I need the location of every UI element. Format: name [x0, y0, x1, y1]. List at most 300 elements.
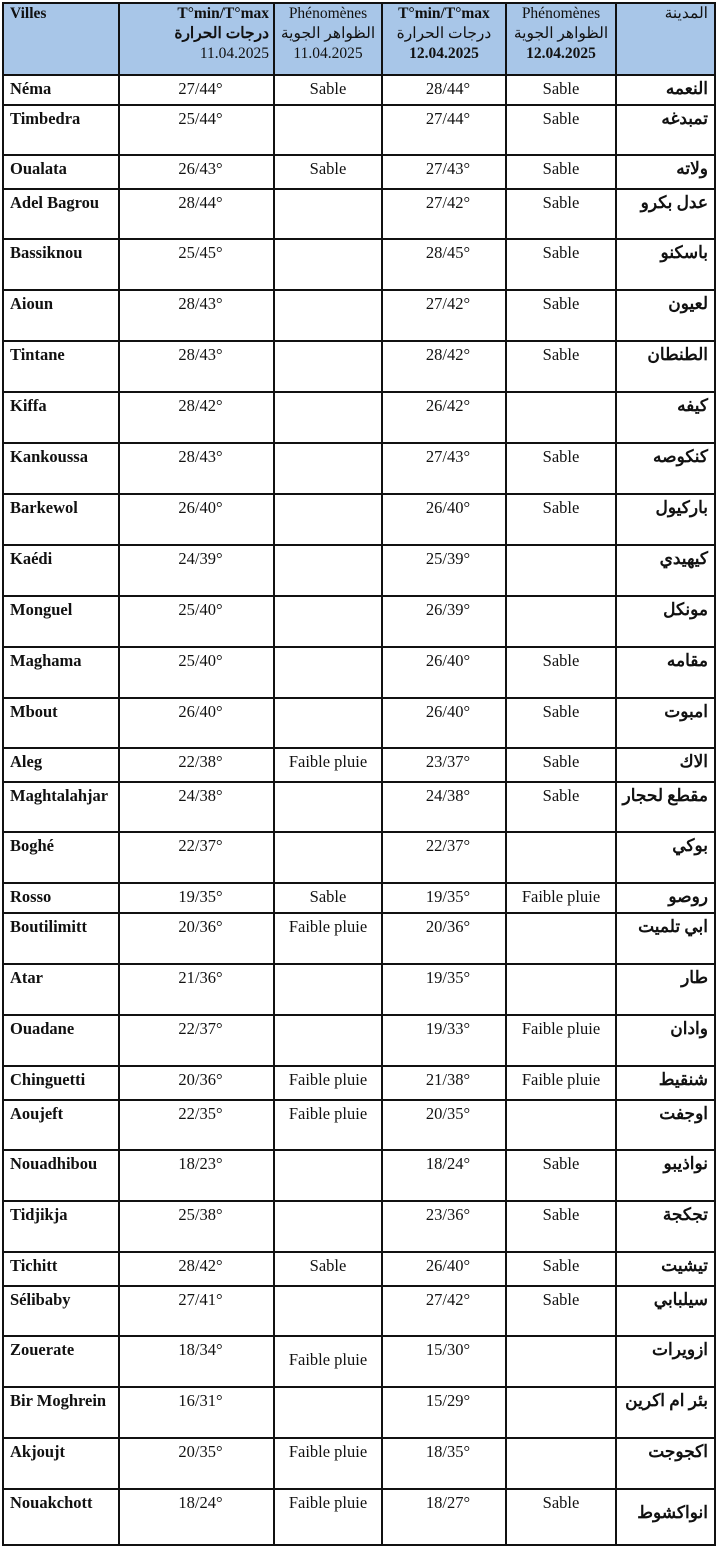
city-name-ar: وادان	[670, 1019, 708, 1038]
table-row	[3, 1150, 715, 1201]
phen-day1: Faible pluie	[288, 1070, 368, 1089]
city-name-ar-cell	[616, 964, 715, 1015]
temp-day2-cell	[382, 155, 506, 189]
header-phen-day1	[274, 3, 382, 75]
city-name: Nouadhibou	[10, 1154, 98, 1173]
phen-day2: Sable	[542, 786, 580, 805]
city-name-cell	[3, 1015, 119, 1066]
table-row	[3, 1438, 715, 1489]
city-name: Aioun	[10, 294, 54, 313]
temp-day1: 18/34°	[178, 1340, 223, 1359]
header-phen-day2	[506, 3, 616, 75]
city-name-ar: انواكشوط	[637, 1503, 708, 1522]
city-name-cell	[3, 105, 119, 155]
city-name-cell	[3, 748, 119, 782]
city-name-cell	[3, 239, 119, 290]
header-date1: 11.04.2025	[293, 45, 363, 62]
city-name-cell	[3, 913, 119, 964]
temp-day1: 20/35°	[178, 1442, 223, 1461]
city-name-cell	[3, 1201, 119, 1252]
temp-day1: 28/43°	[178, 345, 223, 364]
temp-day2: 27/42°	[425, 294, 471, 313]
phen-day1-cell	[274, 913, 382, 964]
city-name-ar-cell	[616, 239, 715, 290]
phen-day1-cell	[274, 782, 382, 832]
city-name-ar-cell	[616, 290, 715, 341]
city-name-cell	[3, 1150, 119, 1201]
city-name-ar: كيفه	[677, 396, 708, 415]
phen-day2: Sable	[542, 109, 580, 128]
city-name-ar-cell	[616, 189, 715, 239]
city-name: Maghtalahjar	[10, 786, 109, 805]
city-name-ar: ولاته	[676, 159, 708, 178]
temp-day1: 28/43°	[178, 294, 223, 313]
temp-day1-cell	[119, 1387, 274, 1438]
phen-day2: Sable	[542, 651, 580, 670]
temp-day1-cell	[119, 392, 274, 443]
table-row	[3, 1336, 715, 1387]
city-name-cell	[3, 782, 119, 832]
phen-day2-cell	[506, 1066, 616, 1100]
table-row	[3, 1201, 715, 1252]
city-name-ar-cell	[616, 1066, 715, 1100]
phen-day2-cell	[506, 913, 616, 964]
temp-day2-cell	[382, 782, 506, 832]
phen-day2: Sable	[542, 702, 580, 721]
phen-day2-cell	[506, 1150, 616, 1201]
temp-day2: 25/39°	[425, 549, 471, 568]
header-phen: Phénomènes	[521, 5, 601, 22]
temp-day1-cell	[119, 75, 274, 105]
phen-day1-cell	[274, 647, 382, 698]
temp-day1: 27/44°	[178, 79, 223, 98]
phen-day2: Sable	[542, 1154, 580, 1173]
phen-day1: Sable	[309, 1256, 347, 1275]
temp-day2-cell	[382, 1336, 506, 1387]
city-name-ar-cell	[616, 341, 715, 392]
phen-day2: Sable	[542, 159, 580, 178]
table-row	[3, 105, 715, 155]
phen-day1: Sable	[309, 79, 347, 98]
table-row	[3, 1489, 715, 1545]
city-name-ar: اوجفت	[659, 1104, 708, 1123]
city-name-cell	[3, 1252, 119, 1286]
temp-day2-cell	[382, 189, 506, 239]
table-row	[3, 782, 715, 832]
city-name: Aleg	[10, 752, 43, 771]
phen-day2: Sable	[542, 447, 580, 466]
phen-day2-cell	[506, 494, 616, 545]
temp-day2-cell	[382, 1015, 506, 1066]
temp-day1-cell	[119, 1066, 274, 1100]
temp-day2: 26/40°	[425, 651, 471, 670]
temp-day1: 18/23°	[178, 1154, 223, 1173]
phen-day1-cell	[274, 1489, 382, 1545]
temp-day1: 20/36°	[178, 917, 223, 936]
city-name-cell	[3, 964, 119, 1015]
table-row	[3, 596, 715, 647]
city-name-ar: شنقيط	[658, 1070, 708, 1089]
temp-day1-cell	[119, 883, 274, 913]
city-name-ar-cell	[616, 748, 715, 782]
temp-day1-cell	[119, 832, 274, 883]
city-name-ar-cell	[616, 1201, 715, 1252]
temp-day1-cell	[119, 1150, 274, 1201]
table-row	[3, 239, 715, 290]
temp-day1: 26/43°	[178, 159, 223, 178]
city-name-ar: تجكجة	[662, 1205, 708, 1224]
city-name-cell	[3, 1387, 119, 1438]
phen-day1-cell	[274, 1100, 382, 1150]
city-name-ar: كيهيدي	[659, 549, 708, 568]
city-name: Kiffa	[10, 396, 47, 415]
phen-day2-cell	[506, 1015, 616, 1066]
city-name-cell	[3, 189, 119, 239]
header-tmin-tmax: T°min/T°max	[398, 5, 490, 22]
city-name-ar-cell	[616, 596, 715, 647]
temp-day2: 20/35°	[425, 1104, 471, 1123]
header-tmin-tmax: T°min/T°max	[177, 5, 269, 22]
temp-day1-cell	[119, 698, 274, 748]
city-name: Chinguetti	[10, 1070, 86, 1089]
forecast-table-container	[2, 2, 718, 1546]
phen-day1-cell	[274, 1286, 382, 1336]
header-date2: 12.04.2025	[526, 45, 596, 62]
temp-day1-cell	[119, 964, 274, 1015]
header-phen-ar: الظواهر الجوية	[513, 25, 609, 42]
table-row	[3, 698, 715, 748]
city-name: Tichitt	[10, 1256, 58, 1275]
city-name-ar: ابي تلميت	[638, 917, 708, 936]
temp-day1-cell	[119, 1336, 274, 1387]
city-name-cell	[3, 341, 119, 392]
city-name: Néma	[10, 79, 52, 98]
temp-day2: 18/35°	[425, 1442, 471, 1461]
temp-day2: 26/40°	[425, 1256, 471, 1275]
temp-day2: 28/45°	[425, 243, 471, 262]
temp-day2-cell	[382, 1438, 506, 1489]
phen-day1: Faible pluie	[288, 752, 368, 771]
temp-day1-cell	[119, 290, 274, 341]
temp-day2: 18/24°	[425, 1154, 471, 1173]
phen-day2-cell	[506, 782, 616, 832]
phen-day1-cell	[274, 883, 382, 913]
phen-day1-cell	[274, 443, 382, 494]
table-row	[3, 647, 715, 698]
header-villes: Villes	[3, 3, 119, 75]
phen-day1-cell	[274, 1201, 382, 1252]
city-name-ar: باسكنو	[660, 243, 708, 262]
city-name: Tintane	[10, 345, 65, 364]
temp-day2-cell	[382, 341, 506, 392]
city-name-ar-cell	[616, 1286, 715, 1336]
temp-day1-cell	[119, 494, 274, 545]
city-name-cell	[3, 596, 119, 647]
city-name-ar-cell	[616, 545, 715, 596]
phen-day2-cell	[506, 290, 616, 341]
temp-day2: 19/35°	[425, 887, 471, 906]
temp-day2: 23/36°	[425, 1205, 471, 1224]
temp-day2-cell	[382, 105, 506, 155]
phen-day1-cell	[274, 75, 382, 105]
header-row	[3, 3, 715, 75]
header-temp-day1	[119, 3, 274, 75]
temp-day1-cell	[119, 545, 274, 596]
temp-day2-cell	[382, 392, 506, 443]
header-temp-day2	[382, 3, 506, 75]
temp-day1: 19/35°	[178, 887, 223, 906]
phen-day2: Sable	[542, 1256, 580, 1275]
temp-day2: 19/35°	[425, 968, 471, 987]
city-name-ar: تمبدغه	[661, 109, 708, 128]
city-name: Mbout	[10, 702, 58, 721]
city-name-ar: روصو	[668, 887, 708, 906]
temp-day1: 28/42°	[178, 1256, 223, 1275]
city-name-ar-cell	[616, 1100, 715, 1150]
phen-day1-cell	[274, 1150, 382, 1201]
phen-day1-cell	[274, 189, 382, 239]
temp-day1: 22/38°	[178, 752, 223, 771]
temp-day2: 26/42°	[425, 396, 471, 415]
header-city-ar: المدينة	[616, 3, 715, 75]
table-row	[3, 545, 715, 596]
phen-day1-cell	[274, 494, 382, 545]
city-name-ar-cell	[616, 913, 715, 964]
city-name: Tidjikja	[10, 1205, 68, 1224]
city-name-cell	[3, 290, 119, 341]
city-name: Zouerate	[10, 1340, 75, 1359]
temp-day1-cell	[119, 1015, 274, 1066]
temp-day1: 25/40°	[178, 600, 223, 619]
city-name-ar: باركيول	[655, 498, 708, 517]
city-name-cell	[3, 832, 119, 883]
temp-day2-cell	[382, 1286, 506, 1336]
table-row	[3, 341, 715, 392]
temp-day2: 27/42°	[425, 1290, 471, 1309]
city-name: Kankoussa	[10, 447, 88, 466]
phen-day2-cell	[506, 964, 616, 1015]
temp-day1-cell	[119, 341, 274, 392]
phen-day2-cell	[506, 1387, 616, 1438]
temp-day2: 28/42°	[425, 345, 471, 364]
city-name-cell	[3, 392, 119, 443]
phen-day1: Faible pluie	[288, 1493, 368, 1512]
temp-day1: 28/43°	[178, 447, 223, 466]
city-name-cell	[3, 1066, 119, 1100]
temp-day2: 26/40°	[425, 498, 471, 517]
header-phen-ar: الظواهر الجوية	[280, 25, 376, 42]
city-name-ar: سيلبابي	[653, 1290, 708, 1309]
phen-day2-cell	[506, 596, 616, 647]
table-row	[3, 883, 715, 913]
city-name-ar: لعيون	[668, 294, 708, 313]
temp-day2: 27/43°	[425, 447, 471, 466]
header-date2: 12.04.2025	[409, 45, 479, 62]
temp-day2: 27/43°	[425, 159, 471, 178]
city-name-ar-cell	[616, 1150, 715, 1201]
city-name-ar: مونكل	[663, 600, 708, 619]
city-name: Kaédi	[10, 549, 53, 568]
temp-day1-cell	[119, 105, 274, 155]
temp-day2: 19/33°	[425, 1019, 471, 1038]
city-name-ar-cell	[616, 75, 715, 105]
temp-day1-cell	[119, 647, 274, 698]
phen-day2-cell	[506, 545, 616, 596]
city-name-ar-cell	[616, 392, 715, 443]
forecast-body	[3, 75, 715, 1545]
table-row	[3, 155, 715, 189]
phen-day2-cell	[506, 1438, 616, 1489]
city-name-ar-cell	[616, 832, 715, 883]
temp-day2: 26/40°	[425, 702, 471, 721]
city-name-ar-cell	[616, 1438, 715, 1489]
phen-day2-cell	[506, 647, 616, 698]
city-name-ar-cell	[616, 1015, 715, 1066]
phen-day2-cell	[506, 1286, 616, 1336]
phen-day1-cell	[274, 239, 382, 290]
phen-day2: Sable	[542, 1205, 580, 1224]
city-name: Aoujeft	[10, 1104, 64, 1123]
temp-day1: 25/45°	[178, 243, 223, 262]
temp-day1: 27/41°	[178, 1290, 223, 1309]
phen-day1: Sable	[309, 887, 347, 906]
table-row	[3, 443, 715, 494]
phen-day2: Sable	[542, 1493, 580, 1512]
temp-day1-cell	[119, 782, 274, 832]
phen-day2: Faible pluie	[521, 887, 601, 906]
temp-day1: 22/37°	[178, 1019, 223, 1038]
phen-day1-cell	[274, 596, 382, 647]
phen-day2: Faible pluie	[521, 1019, 601, 1038]
city-name-cell	[3, 75, 119, 105]
temp-day2-cell	[382, 1201, 506, 1252]
temp-day1: 26/40°	[178, 498, 223, 517]
table-row	[3, 832, 715, 883]
phen-day2-cell	[506, 239, 616, 290]
city-name-ar-cell	[616, 698, 715, 748]
city-name-ar-cell	[616, 155, 715, 189]
city-name-cell	[3, 647, 119, 698]
phen-day2-cell	[506, 105, 616, 155]
city-name-cell	[3, 1438, 119, 1489]
phen-day1-cell	[274, 748, 382, 782]
temp-day2: 15/30°	[425, 1340, 471, 1359]
phen-day2-cell	[506, 1100, 616, 1150]
city-name: Oualata	[10, 159, 67, 178]
city-name-cell	[3, 443, 119, 494]
temp-day2-cell	[382, 913, 506, 964]
city-name-ar-cell	[616, 1252, 715, 1286]
temp-day2: 26/39°	[425, 600, 471, 619]
phen-day2-cell	[506, 341, 616, 392]
city-name: Bassiknou	[10, 243, 83, 262]
table-row	[3, 964, 715, 1015]
temp-day2-cell	[382, 832, 506, 883]
temp-day2-cell	[382, 443, 506, 494]
city-name: Adel Bagrou	[10, 193, 100, 212]
city-name: Monguel	[10, 600, 73, 619]
phen-day2: Sable	[542, 294, 580, 313]
temp-day2-cell	[382, 883, 506, 913]
phen-day1-cell	[274, 290, 382, 341]
city-name-cell	[3, 494, 119, 545]
city-name-ar-cell	[616, 647, 715, 698]
city-name-ar-cell	[616, 1489, 715, 1545]
temp-day1: 25/44°	[178, 109, 223, 128]
temp-day1-cell	[119, 1438, 274, 1489]
table-row	[3, 1100, 715, 1150]
phen-day1: Faible pluie	[288, 1350, 368, 1369]
city-name-ar-cell	[616, 443, 715, 494]
phen-day2-cell	[506, 883, 616, 913]
temp-day2: 27/44°	[425, 109, 471, 128]
phen-day2: Sable	[542, 752, 580, 771]
city-name-cell	[3, 1336, 119, 1387]
phen-day1-cell	[274, 341, 382, 392]
city-name-ar: مقامه	[666, 651, 708, 670]
temp-day1-cell	[119, 1489, 274, 1545]
header-temp-ar: درجات الحرارة	[174, 25, 269, 42]
temp-day2-cell	[382, 239, 506, 290]
phen-day1-cell	[274, 392, 382, 443]
phen-day1-cell	[274, 698, 382, 748]
table-row	[3, 1015, 715, 1066]
phen-day1-cell	[274, 1252, 382, 1286]
city-name-ar-cell	[616, 1387, 715, 1438]
phen-day1-cell	[274, 832, 382, 883]
table-row	[3, 75, 715, 105]
temp-day2-cell	[382, 1066, 506, 1100]
temp-day2-cell	[382, 290, 506, 341]
header-temp-ar: درجات الحرارة	[396, 25, 492, 42]
temp-day2-cell	[382, 545, 506, 596]
city-name-cell	[3, 1100, 119, 1150]
temp-day1-cell	[119, 443, 274, 494]
temp-day1: 18/24°	[178, 1493, 223, 1512]
phen-day2-cell	[506, 1252, 616, 1286]
city-name-cell	[3, 155, 119, 189]
city-name-ar-cell	[616, 1336, 715, 1387]
city-name: Boghé	[10, 836, 55, 855]
phen-day2-cell	[506, 1336, 616, 1387]
phen-day1: Faible pluie	[288, 1442, 368, 1461]
city-name-ar-cell	[616, 883, 715, 913]
phen-day2: Sable	[542, 345, 580, 364]
temp-day1-cell	[119, 596, 274, 647]
temp-day1-cell	[119, 1201, 274, 1252]
phen-day1-cell	[274, 1015, 382, 1066]
phen-day1-cell	[274, 1438, 382, 1489]
city-name-cell	[3, 1489, 119, 1545]
table-row	[3, 913, 715, 964]
temp-day1-cell	[119, 748, 274, 782]
city-name-cell	[3, 883, 119, 913]
city-name-ar: امبوت	[664, 702, 708, 721]
temp-day1-cell	[119, 1286, 274, 1336]
phen-day2: Sable	[542, 243, 580, 262]
table-row	[3, 290, 715, 341]
city-name-ar-cell	[616, 782, 715, 832]
city-name-ar: الطنطان	[647, 345, 708, 364]
city-name: Ouadane	[10, 1019, 75, 1038]
table-row	[3, 1252, 715, 1286]
temp-day1: 28/42°	[178, 396, 223, 415]
city-name: Boutilimitt	[10, 917, 87, 936]
phen-day2: Sable	[542, 79, 580, 98]
phen-day1: Faible pluie	[288, 917, 368, 936]
city-name: Bir Moghrein	[10, 1391, 107, 1410]
phen-day1-cell	[274, 155, 382, 189]
